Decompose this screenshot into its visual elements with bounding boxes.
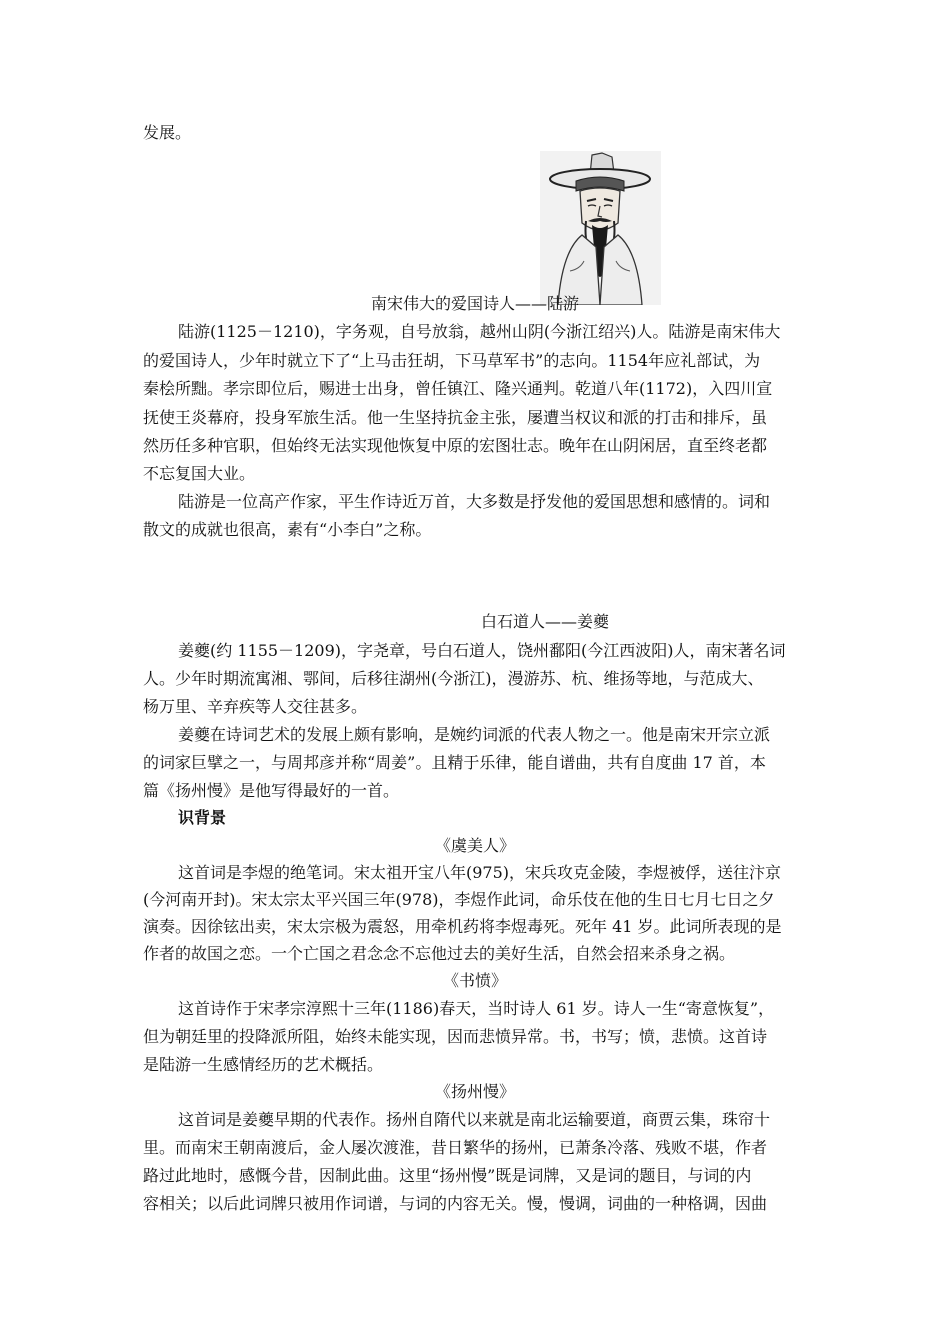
text-line: 抚使王炎幕府，投身军旅生活。他一生坚持抗金主张，屡遭当权议和派的打击和排斥，虽: [143, 408, 768, 427]
text-line: 发展。: [143, 123, 192, 142]
text-line: 然历任多种官职，但始终无法实现他恢复中原的宏图壮志。晚年在山阴闲居，直至终老都: [143, 436, 768, 455]
text-line: (今河南开封)。宋太宗太平兴国三年(978)，李煜作此词，命乐伎在他的生日七月七日之夕: [143, 890, 775, 909]
text-line: 的爱国诗人，少年时就立下了“上马击狂胡，下马草军书”的志向。1154年应礼部试，为: [143, 351, 761, 370]
text-line: 里。而南宋王朝南渡后，金人屡次渡淮，昔日繁华的扬州，已萧条冷落、残败不堪，作者: [143, 1138, 768, 1157]
text-line: 但为朝廷里的投降派所阻，始终未能实现，因而悲愤异常。书，书写；愤，悲愤。这首诗: [143, 1027, 768, 1046]
work-title: 《书愤》: [442, 971, 507, 990]
text-line: 容相关；以后此词牌只被用作词谱，与词的内容无关。慢，慢调，词曲的一种格调，因曲: [143, 1194, 768, 1213]
work-title: 《扬州慢》: [434, 1082, 515, 1101]
text-line: 是陆游一生感情经历的艺术概括。: [143, 1055, 384, 1074]
text-line: 人。少年时期流寓湘、鄂间，后移往湖州(今浙江)，漫游苏、杭、维扬等地，与范成大、: [143, 669, 764, 688]
text-line: 秦桧所黜。孝宗即位后，赐进士出身，曾任镇江、隆兴通判。乾道八年(1172)，入四川宣: [143, 379, 773, 398]
text-line: 路过此地时，感慨今昔，因制此曲。这里“扬州慢”既是词牌，又是词的题目，与词的内: [143, 1166, 752, 1185]
text-line: 陆游是一位高产作家，平生作诗近万首，大多数是抒发他的爱国思想和感情的。词和: [178, 492, 771, 511]
text-line: 姜夔在诗词艺术的发展上颇有影响，是婉约词派的代表人物之一。他是南宋开宗立派: [178, 725, 771, 744]
lu-you-portrait-image: [540, 151, 661, 305]
text-line: 这首词是姜夔早期的代表作。扬州自隋代以来就是南北运输要道，商贾云集，珠帘十: [178, 1110, 771, 1129]
section-heading: 识背景: [178, 808, 227, 827]
portrait-drawing: [540, 151, 661, 305]
text-line: 演奏。因徐铉出卖，宋太宗极为震怒，用牵机药将李煜毒死。死年 41 岁。此词所表现的是: [143, 917, 782, 936]
text-line: 杨万里、辛弃疾等人交往甚多。: [143, 697, 368, 716]
text-line: 这首词是李煜的绝笔词。宋太祖开宝八年(975)，宋兵攻克金陵，李煜被俘，送往汴京: [178, 863, 782, 882]
text-line: 作者的故国之恋。一个亡国之君念念不忘他过去的美好生活，自然会招来杀身之祸。: [143, 944, 736, 963]
work-title: 《虞美人》: [434, 836, 515, 855]
text-line: 不忘复国大业。: [143, 464, 256, 483]
section-caption: 白石道人——姜夔: [480, 612, 609, 631]
text-line: 散文的成就也很高，素有“小李白”之称。: [143, 520, 432, 539]
portrait-caption: 南宋伟大的爱国诗人——陆游: [370, 294, 579, 313]
text-line: 陆游(1125－1210)，字务观，自号放翁，越州山阴(今浙江绍兴)人。陆游是南宋伟大: [178, 322, 781, 341]
text-line: 姜夔(约 1155－1209)，字尧章，号白石道人，饶州鄱阳(今江西波阳)人，南宋著名词: [178, 641, 786, 660]
text-line: 篇《扬州慢》是他写得最好的一首。: [143, 781, 400, 800]
text-line: 这首诗作于宋孝宗淳熙十三年(1186)春天，当时诗人 61 岁。诗人一生“寄意恢复”，: [178, 999, 775, 1018]
text-line: 的词家巨擘之一，与周邦彦并称“周姜”。且精于乐律，能自谱曲，共有自度曲 17 首，本: [143, 753, 766, 772]
